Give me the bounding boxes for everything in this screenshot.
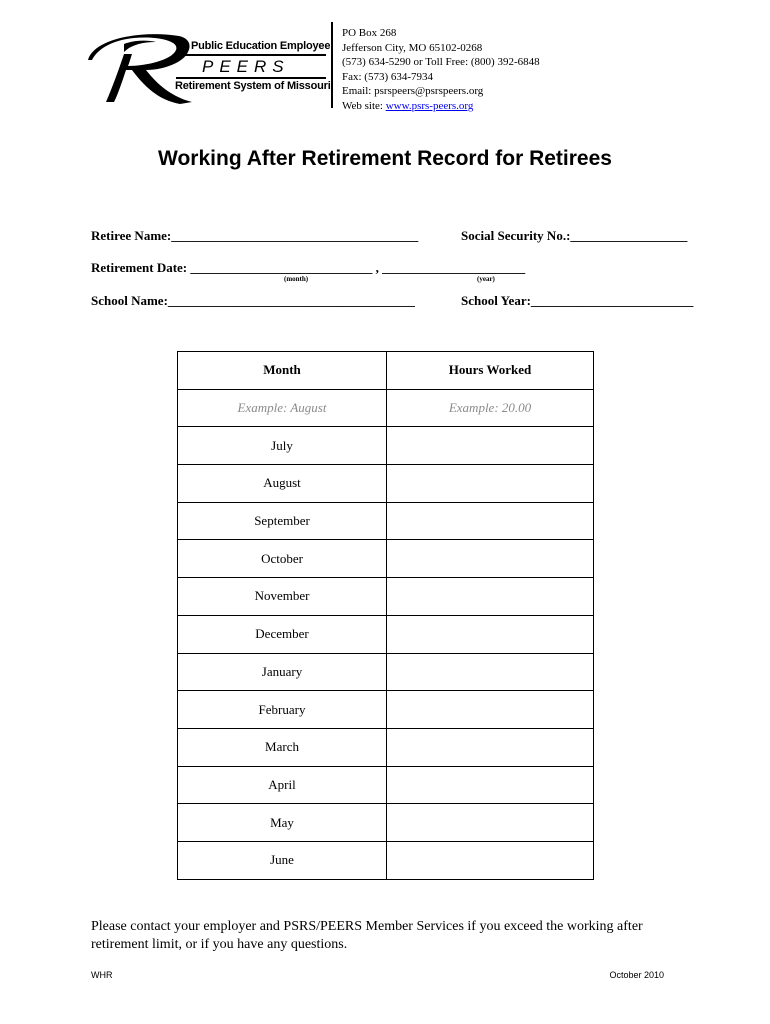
logo-divider	[176, 54, 326, 56]
month-column-header: Month	[178, 352, 387, 390]
psrs-peers-logo	[84, 30, 334, 106]
year-caption: (year)	[477, 275, 495, 283]
hours-input-cell[interactable]	[387, 502, 594, 540]
hours-input-cell[interactable]	[387, 841, 594, 879]
form-date: October 2010	[609, 970, 664, 980]
table-row	[178, 804, 594, 842]
form-title: Working After Retirement Record for Retirees	[158, 147, 612, 170]
email-line: Email: psrspeers@psrspeers.org	[342, 85, 484, 98]
address-line: PO Box 268	[342, 27, 397, 39]
month-cell: February	[178, 691, 387, 729]
logo-text-line1: Public Education Employee	[191, 40, 331, 52]
table-row	[178, 502, 594, 540]
r-swoosh-logo-mark	[84, 30, 194, 106]
table-row	[178, 728, 594, 766]
hours-input-cell[interactable]	[387, 766, 594, 804]
month-cell: October	[178, 540, 387, 578]
hours-input-cell[interactable]	[387, 427, 594, 465]
hours-input-cell[interactable]	[387, 540, 594, 578]
table-row	[178, 578, 594, 616]
header-divider	[331, 22, 333, 108]
month-cell: March	[178, 728, 387, 766]
hours-input-cell[interactable]	[387, 653, 594, 691]
hours-input-cell[interactable]	[387, 728, 594, 766]
contact-address	[342, 26, 540, 114]
example-hours-cell: Example: 20.00	[387, 389, 594, 427]
logo-divider	[176, 77, 326, 79]
table-row	[178, 427, 594, 465]
table-row	[178, 653, 594, 691]
form-code: WHR	[91, 970, 113, 980]
phone-line: (573) 634-5290 or Toll Free: (800) 392-6848	[342, 56, 540, 69]
example-month-cell: Example: August	[178, 389, 387, 427]
logo-text-peers: PEERS	[202, 57, 290, 76]
retirement-date-field[interactable]: Retirement Date: ____________________________ , ______________________	[91, 260, 526, 275]
month-cell: January	[178, 653, 387, 691]
table-row	[178, 766, 594, 804]
hours-worked-table	[177, 351, 594, 880]
month-cell: November	[178, 578, 387, 616]
month-cell: August	[178, 465, 387, 503]
address-line: Jefferson City, MO 65102-0268	[342, 41, 483, 54]
website-line	[342, 99, 540, 114]
table-row	[178, 540, 594, 578]
school-year-field[interactable]: School Year:_________________________	[461, 293, 694, 308]
hours-input-cell[interactable]	[387, 465, 594, 503]
month-cell: May	[178, 804, 387, 842]
website-link[interactable]: www.psrs-peers.org	[385, 99, 474, 112]
school-name-field[interactable]: School Name:______________________________________	[91, 293, 415, 308]
logo-text-line3: Retirement System of Missouri	[175, 80, 331, 92]
table-row	[178, 465, 594, 503]
hours-input-cell[interactable]	[387, 615, 594, 653]
month-cell: September	[178, 502, 387, 540]
month-cell: April	[178, 766, 387, 804]
hours-column-header: Hours Worked	[387, 352, 594, 390]
hours-input-cell[interactable]	[387, 578, 594, 616]
table-row	[178, 841, 594, 879]
contact-note: Please contact your employer and PSRS/PEERS Member Services if you exceed the working after retirement limit, or if you have any questions.	[91, 919, 643, 952]
month-caption: (month)	[284, 275, 309, 283]
table-header-row	[178, 352, 594, 390]
fax-line: Fax: (573) 634-7934	[342, 70, 434, 83]
ssn-field[interactable]: Social Security No.:__________________	[461, 228, 688, 243]
hours-input-cell[interactable]	[387, 804, 594, 842]
table-row	[178, 691, 594, 729]
website-prefix: Web site:	[342, 99, 386, 112]
retiree-name-field[interactable]: Retiree Name:______________________________________	[91, 228, 419, 243]
table-row	[178, 615, 594, 653]
month-cell: June	[178, 841, 387, 879]
month-cell: July	[178, 427, 387, 465]
month-cell: December	[178, 615, 387, 653]
example-row	[178, 389, 594, 427]
hours-input-cell[interactable]	[387, 691, 594, 729]
